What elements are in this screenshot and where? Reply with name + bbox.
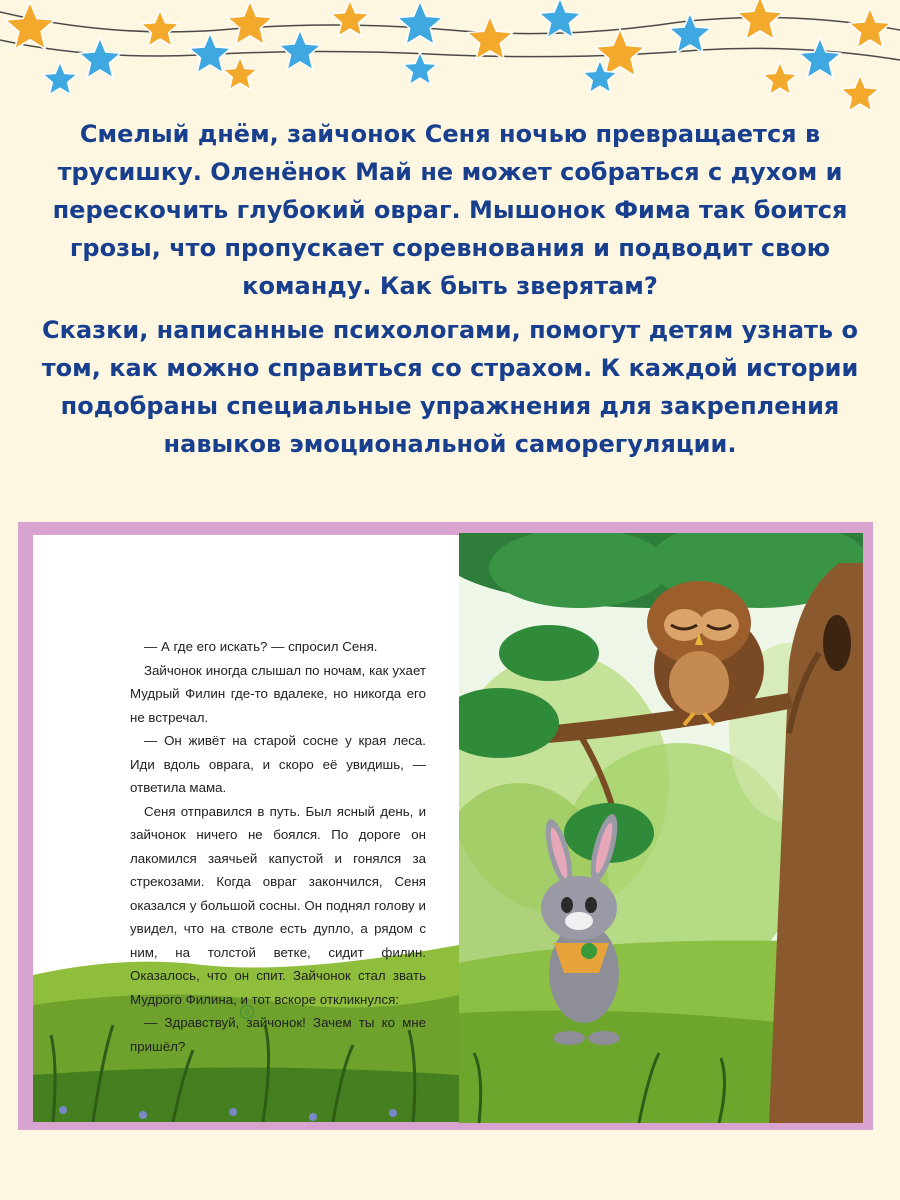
story-paragraph: — Здравствуй, зайчонок! Зачем ты ко мне пришёл? (130, 1015, 426, 1054)
star-icon (799, 38, 841, 78)
star-icon (841, 75, 879, 111)
star-garland (0, 0, 900, 125)
story-paragraph: — А где его искать? — спросил Сеня. (144, 639, 378, 654)
story-paragraph: Зайчонок иногда слышал по ночам, как ухает Мудрый Филин где-то вдалеке, но никогда его не встречал. (130, 662, 426, 725)
star-icon (763, 62, 797, 95)
book-spread (18, 522, 873, 1130)
forest-illustration (459, 533, 863, 1123)
left-page (33, 535, 459, 1122)
star-icon (141, 10, 179, 46)
story-paragraph: Сеня отправился в путь. Был ясный день, и зайчонок ничего не боялся. По дороге он лакомился заячьей капустой и гонялся за стрекозами. Когда овраг закончился, Сеня оказался у большой сосны. Он поднял голову и увидел, что на стволе есть дупло, а рядом с ним, на толстой ветке, сидит филин. Оказалось, что он спит. Зайчонок стал звать Мудрого Филина, и тот вскоре откликнулся: (130, 803, 426, 1007)
book-description-second: Сказки, написанные психологами, помогут детям узнать о том, как можно справиться со страхом. К каждой истории подобраны специальные упражнения для закрепления навыков эмоциональной саморегуляции. (41, 316, 859, 458)
star-icon (403, 52, 437, 85)
star-icon (189, 33, 231, 73)
story-text (130, 635, 426, 1058)
star-icon (227, 1, 273, 44)
story-paragraph: — Он живёт на старой сосне у края леса. Иди вдоль оврага, и скоро её увидишь, — ответила мама. (130, 733, 426, 795)
star-icon (849, 8, 891, 48)
star-icon (223, 57, 257, 90)
right-page (459, 533, 863, 1123)
book-description: Смелый днём, зайчонок Сеня ночью превращается в трусишку. Оленёнок Май не может собраться с духом и перескочить глубокий овраг. Мышонок Фима так боится грозы, что пропускает соревнования и подводит свою команду. Как быть зверятам? (52, 120, 848, 300)
star-icon (279, 30, 321, 70)
star-icon (79, 38, 121, 78)
page-number: 6 (240, 1005, 254, 1019)
star-icon (43, 62, 77, 95)
star-icon (397, 1, 443, 44)
star-icon (331, 0, 369, 36)
star-icon (467, 16, 513, 59)
star-icon (737, 0, 783, 39)
